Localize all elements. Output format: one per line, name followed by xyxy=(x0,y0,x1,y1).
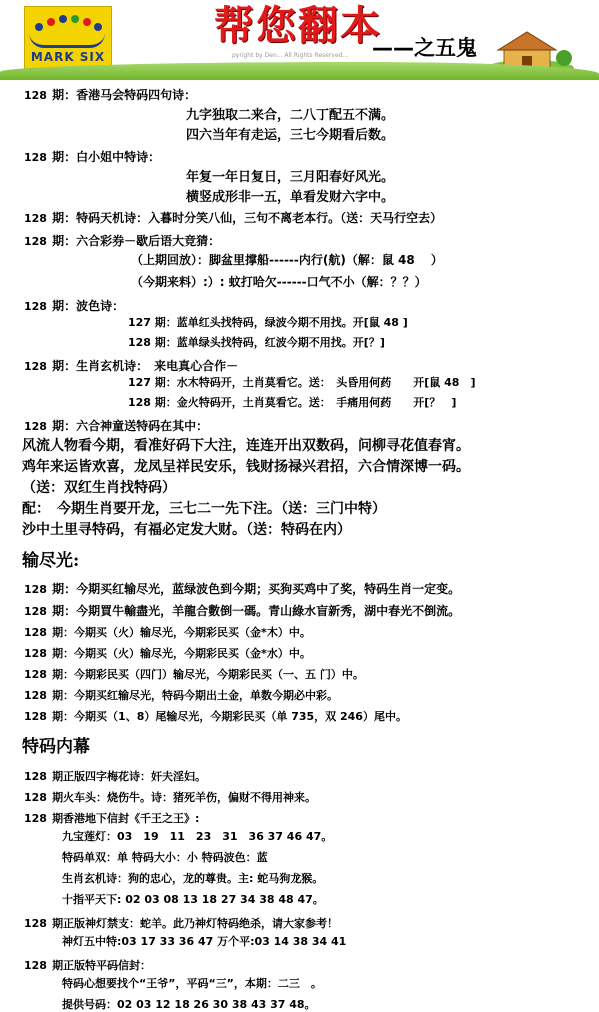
text-line: 128 期：白小姐中特诗： xyxy=(24,150,161,164)
page-subtitle: ——之五鬼 xyxy=(372,36,477,60)
text-line: 128 期：金火特码开，土肖莫看它。送： 手痛用何药 开[？ ] xyxy=(128,396,457,409)
text-line: 128 期：今期买（火）输尽光，今期彩民买（金*木）中。 xyxy=(24,626,311,639)
copyright-text: pyright by Den... All Rights Reserved... xyxy=(232,52,349,59)
mark-six-logo xyxy=(24,6,112,70)
text-line: 风流人物看今期，看准好码下大注，连连开出双数码，问柳寻花值春宵。 xyxy=(22,438,470,454)
page-title: 帮您翻本 xyxy=(214,2,382,49)
text-line: 128 期：今期彩民买（四门）输尽光，今期彩民买（一、五 门）中。 xyxy=(24,668,364,681)
text-line: 128 期：特码天机诗：入暮时分笑八仙，三句不离老本行。（送：天马行空去） xyxy=(24,211,443,225)
text-line: 横竖成形非一五，单看发财六字中。 xyxy=(186,190,395,205)
text-line: 特码心想要找个“王爷”，平码“三”，本期：二三 。 xyxy=(62,977,322,990)
text-line: 128 期正版特平码信封： xyxy=(24,959,152,972)
text-line: 配： 今期生肖要开龙，三七二一先下注。（送：三门中特） xyxy=(22,501,386,517)
header-banner xyxy=(0,0,599,82)
text-line: 128 期：今期买红输尽光，特码今期出土金，单数今期必中彩。 xyxy=(24,689,339,702)
text-line: 128 期：蓝单绿头找特码，红波今期不用找。开[？] xyxy=(128,336,385,349)
text-line: 128 期：香港马会特码四句诗： xyxy=(24,88,197,102)
text-line: 128 期：今期买红输尽光，蓝绿波色到今期；买狗买鸡中了奖，特码生肖一定变。 xyxy=(24,582,461,596)
logo-arc xyxy=(29,33,105,48)
text-line: （上期回放）：脚盆里撑船------内行(航)（解：鼠 48 ） xyxy=(131,253,443,267)
text-line: 生肖玄机诗：狗的忠心，龙的尊贵。主: 蛇马狗龙猴。 xyxy=(62,872,324,885)
text-line: （今期来料）:）: 蚊打哈欠------口气不小（解：？？） xyxy=(131,275,427,289)
logo-text: MARK SIX xyxy=(30,50,106,64)
text-line: 特码单双：单 特码大小：小 特码波色：蓝 xyxy=(62,851,268,864)
text-line: 沙中土里寻特码，有福必定发大财。（送：特码在内） xyxy=(22,522,351,538)
text-line: 128 期：六合彩券－歇后语大竞猜： xyxy=(24,234,221,248)
text-line: 鸡年来运皆欢喜，龙凤呈祥民安乐，钱财扬禄兴君招，六合情深博一码。 xyxy=(22,459,470,475)
text-line: 十指平天下: 02 03 08 13 18 27 34 38 48 47。 xyxy=(62,893,324,906)
text-line: 128 期：波色诗： xyxy=(24,299,125,313)
text-line: 128 期：今期买（1、8）尾输尽光，今期彩民买（单 735，双 246）尾中。 xyxy=(24,710,407,723)
text-line: 128 期：六合神童送特码在其中： xyxy=(24,419,209,433)
section-heading: 特码内幕 xyxy=(22,737,90,757)
text-line: 127 期：水木特码开，土肖莫看它。送： 头昏用何药 开[鼠 48 ] xyxy=(128,376,476,389)
text-line: 128 期：今期買牛輸盡光，羊龍合數倒一碼。青山綠水盲新秀，湖中春光不倒流。 xyxy=(24,604,461,618)
text-line: 128 期正版四字梅花诗：奸夫淫妇。 xyxy=(24,770,207,783)
text-line: 128 期：今期买（火）输尽光，今期彩民买（金*水）中。 xyxy=(24,647,311,660)
text-line: 年复一年日复日，三月阳春好风光。 xyxy=(186,170,395,185)
section-heading: 输尽光: xyxy=(22,551,80,571)
text-line: 四六当年有走运，三七今期看后数。 xyxy=(186,128,395,143)
grass-strip xyxy=(0,62,599,80)
text-line: 128 期火车头：烧伤牛。诗：猪死羊伤，偏财不得用神来。 xyxy=(24,791,317,804)
text-line: 128 期香港地下信封《千王之王》: xyxy=(24,812,200,825)
text-line: 神灯五中特:03 17 33 36 47 万个平:03 14 38 34 41 xyxy=(62,935,347,948)
text-line: 九宝莲灯：03 19 11 23 31 36 37 46 47。 xyxy=(62,830,333,843)
text-line: （送：双红生肖找特码） xyxy=(22,480,176,496)
text-line: 128 期正版神灯禁支：蛇羊。此乃神灯特码绝杀，请大家参考！ xyxy=(24,917,339,930)
text-line: 128 期：生肖玄机诗： 来电真心合作－ xyxy=(24,359,239,373)
colored-dots-icon xyxy=(31,13,105,35)
text-line: 提供号码：02 03 12 18 26 30 38 43 37 48。 xyxy=(62,998,316,1011)
text-line: 127 期：蓝单红头找特码，绿波今期不用找。开[鼠 48 ] xyxy=(128,316,408,329)
text-line: 九字独取二来合，二八丁配五不满。 xyxy=(186,108,395,123)
